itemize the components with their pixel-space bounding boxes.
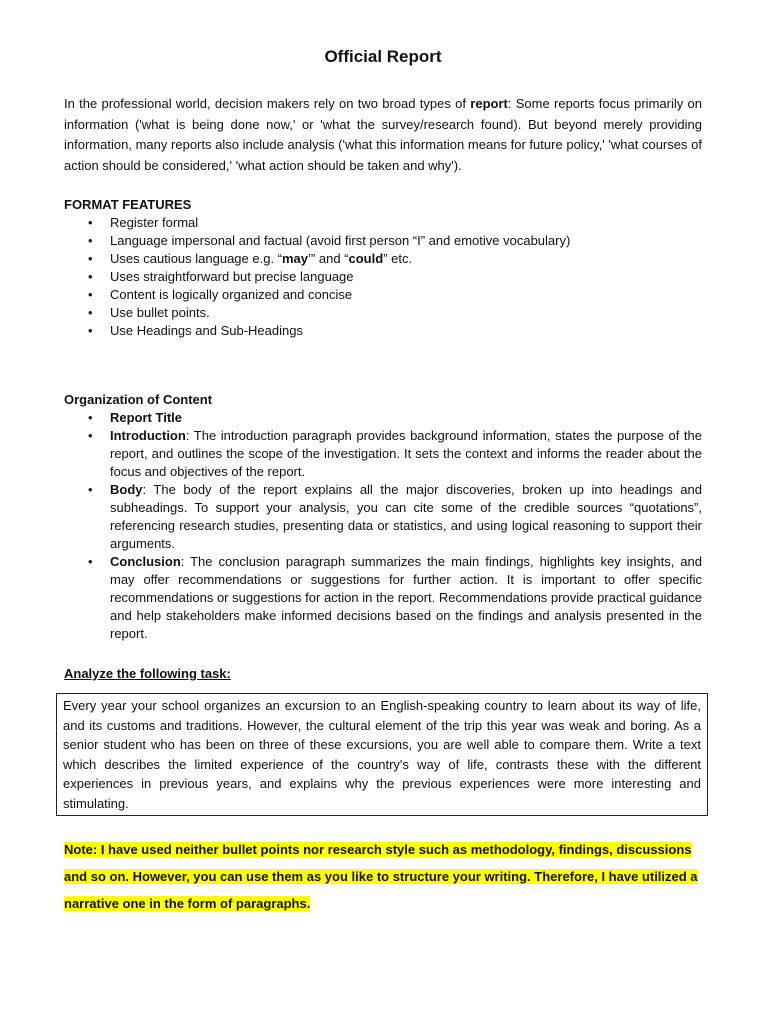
intro-bold-report: report (470, 96, 508, 111)
organization-heading: Organization of Content (64, 392, 213, 407)
intro-text-start: In the professional world, decision makers rely on two broad types of (64, 96, 471, 111)
format-item-organized: Content is logically organized and concise (110, 287, 353, 302)
list-item (64, 268, 702, 286)
organization-list (64, 409, 702, 643)
format-item-bullets: Use bullet points. (110, 305, 210, 320)
format-features-section (64, 196, 702, 340)
format-features-heading: FORMAT FEATURES (64, 197, 192, 212)
list-item (64, 409, 702, 427)
bullet-icon: • (88, 410, 93, 425)
format-item-register: Register formal (110, 215, 199, 230)
org-conclusion-text: : The conclusion paragraph summarizes the main findings, highlights key insights, and may offer recommendations or suggestions for further action. It is important to offer specific recommendations or suggestions for action in the report. Recommendations provide practical guidance and help stakeholders make informed decisions based on the findings and analysis presented in the report. (110, 554, 702, 641)
bullet-icon: • (88, 269, 93, 284)
list-item (64, 214, 702, 232)
note-paragraph (64, 836, 702, 917)
list-item (64, 322, 702, 340)
format-item-headings: Use Headings and Sub-Headings (110, 323, 303, 338)
format-item-straightforward: Uses straightforward but precise language (110, 269, 354, 284)
task-box: Every year your school organizes an excursion to an English-speaking country to learn about its way of life, and its customs and traditions. However, the cultural element of the trip this year was weak and boring. As a senior student who has been on three of these excursions, you are well able to compare them. Write a text which describes the limited experience of the country's way of life, contrasts these with the different experiences in previous years, and explains why the previous experiences were more interesting and stimulating. (56, 693, 708, 816)
org-introduction-label: Introduction (110, 428, 186, 443)
intro-text-rest: : Some reports focus primarily on information ('what is being done now,' or 'what the survey/research found). But beyond merely providing information, many reports also include analysis ('what this information means for future policy,' 'what courses of action should be considered,' 'what action should be taken and why'). (64, 96, 702, 173)
org-body-label: Body (110, 482, 143, 497)
cautious-could: could (348, 251, 384, 266)
list-item (64, 286, 702, 304)
format-item-language: Language impersonal and factual (avoid first person “I” and emotive vocabulary) (110, 233, 571, 248)
org-introduction-text: : The introduction paragraph provides background information, states the purpose of the report, and outlines the scope of the investigation. It sets the context and informs the reader about the focus and objectives of the report. (110, 428, 702, 479)
list-item (64, 427, 702, 481)
cautious-mid: ’” and “ (308, 251, 349, 266)
list-item (64, 481, 702, 553)
bullet-icon: • (88, 215, 93, 230)
bullet-icon: • (88, 233, 93, 248)
cautious-may: may (282, 251, 309, 266)
bullet-icon: • (88, 287, 93, 302)
list-item (64, 553, 702, 643)
list-item (64, 304, 702, 322)
cautious-before: Uses cautious language e.g. “ (110, 251, 282, 266)
list-item (64, 250, 702, 268)
list-item (64, 232, 702, 250)
org-report-title: Report Title (110, 410, 182, 425)
format-features-list (64, 214, 702, 340)
bullet-icon: • (88, 554, 93, 569)
note-highlighted-text: Note: I have used neither bullet points nor research style such as methodology, findings, discussions and so on. However, you can use them as you like to structure your writing. Therefore, I have utilized a narrative one in the form of paragraphs. (64, 842, 698, 911)
intro-paragraph (64, 94, 702, 176)
bullet-icon: • (88, 428, 93, 443)
bullet-icon: • (88, 482, 93, 497)
task-heading: Analyze the following task: (64, 666, 231, 681)
bullet-icon: • (88, 305, 93, 320)
organization-section (64, 391, 702, 643)
org-conclusion-label: Conclusion (110, 554, 181, 569)
bullet-icon: • (88, 323, 93, 338)
bullet-icon: • (88, 251, 93, 266)
page-title: Official Report (324, 47, 442, 66)
cautious-after: ” etc. (383, 251, 413, 266)
org-body-text: : The body of the report explains all the major discoveries, broken up into headings and subheadings. To support your analysis, you can cite some of the credible sources “quotations”, referencing research studies, presenting data or statistics, and using logical reasoning to support their arguments. (110, 482, 702, 551)
